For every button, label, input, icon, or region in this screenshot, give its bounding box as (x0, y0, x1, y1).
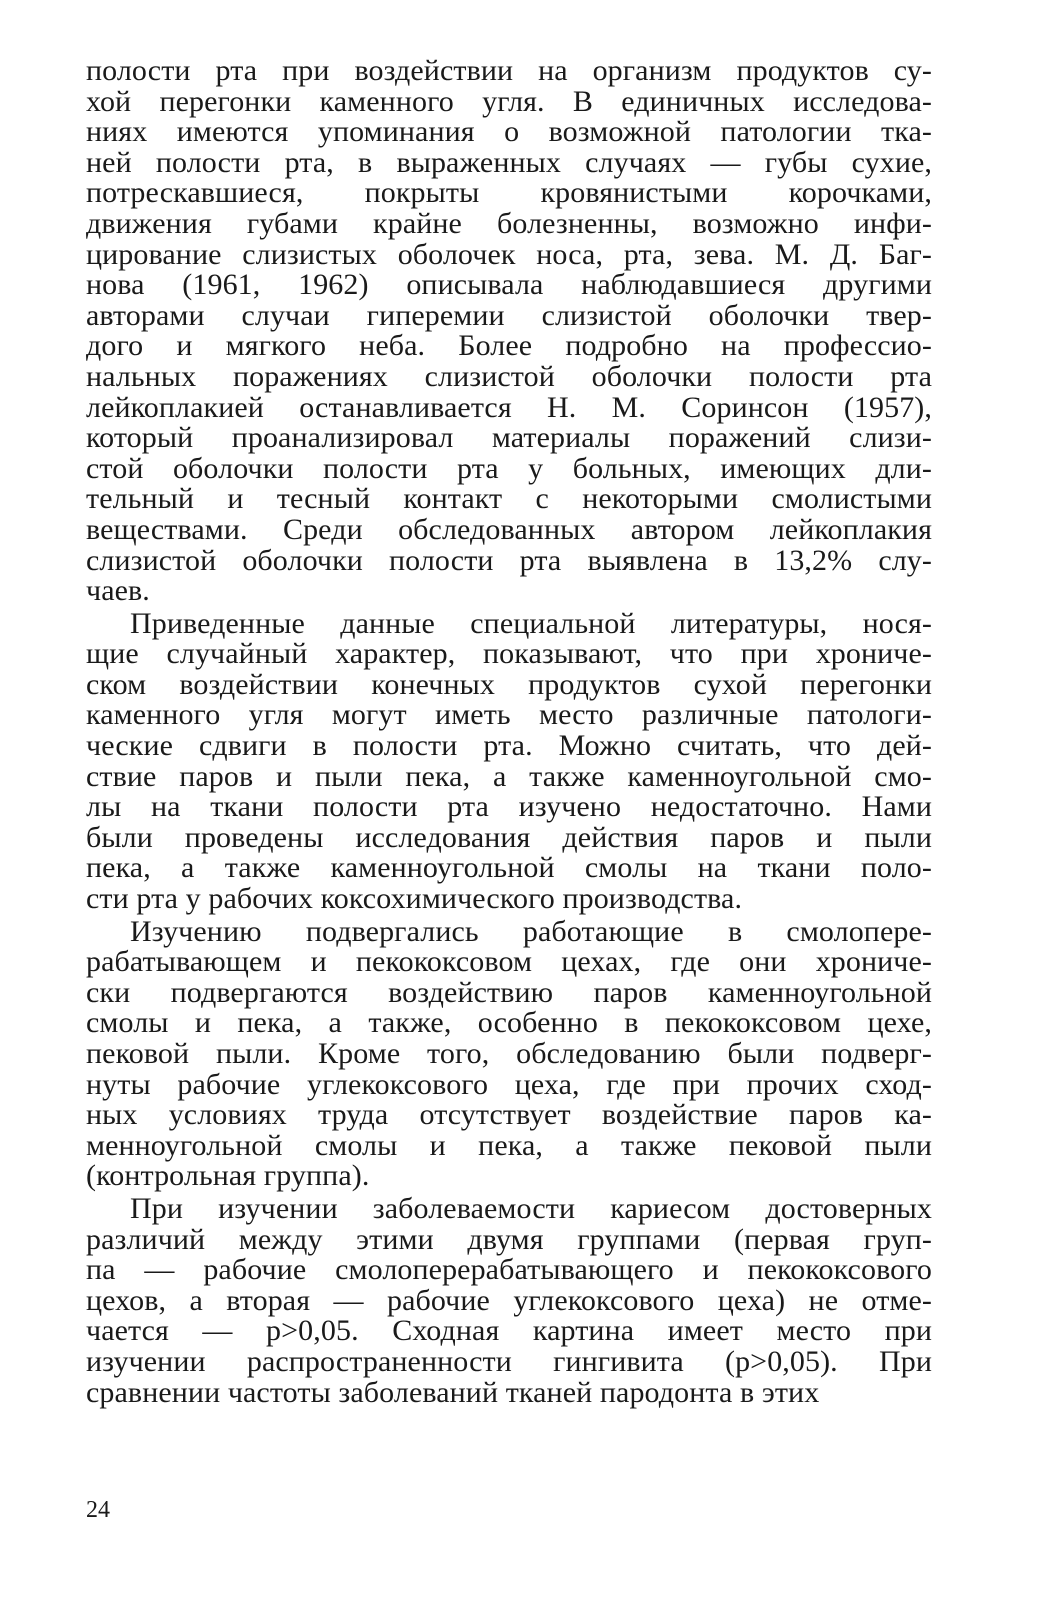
text-line: сравнении частоты заболеваний тканей пародонта в этих (86, 1375, 820, 1409)
text-line: При изучении заболеваемости кариесом достоверных (130, 1191, 932, 1225)
text-line: ческие сдвиги в полости рта. Можно считать, что дей- (86, 729, 932, 763)
text-line: Приведенные данные специальной литературы, нося- (130, 606, 932, 640)
text-line: стой оболочки полости рта у больных, имеющих дли- (86, 451, 932, 485)
text-line: веществами. Среди обследованных автором лейкоплакия (86, 512, 932, 546)
paragraph (86, 914, 932, 1193)
text-line: (контрольная группа). (86, 1159, 370, 1193)
text-line: потрескавшиеся, покрыты кровянистыми корочками, (86, 176, 932, 210)
text-line: каменного угля могут иметь место различные патологи- (86, 698, 932, 732)
text-line: были проведены исследования действия паров и пыли (86, 820, 932, 854)
text-line: ных условиях труда отсутствует воздействие паров ка- (86, 1098, 932, 1132)
paragraph (86, 56, 932, 607)
text-line: различий между этими двумя группами (первая груп- (86, 1222, 932, 1256)
text-line: ствие паров и пыли пека, а также каменноугольной смо- (86, 759, 932, 793)
text-line: щие случайный характер, показывают, что при хрониче- (86, 637, 932, 671)
text-line: лейкоплакией останавливается Н. М. Соринсон (1957), (86, 390, 932, 424)
text-line: хой перегонки каменного угля. В единичных исследова- (86, 84, 932, 118)
text-line: смолы и пека, а также, особенно в пекококсовом цехе, (86, 1006, 932, 1040)
text-line: полости рта при воздействии на организм продуктов су- (86, 54, 932, 87)
text-line: ниях имеются упоминания о возможной патологии тка- (86, 115, 932, 149)
text-line: менноугольной смолы и пека, а также пековой пыли (86, 1128, 932, 1162)
text-line: нуты рабочие углекоксового цеха, где при прочих сход- (86, 1067, 932, 1101)
text-line: ском воздействии конечных продуктов сухой перегонки (86, 667, 932, 701)
page-number: 24 (86, 1497, 110, 1523)
text-line: движения губами крайне болезненны, возможно инфи- (86, 206, 932, 240)
text-line: нова (1961, 1962) описывала наблюдавшиеся другими (86, 268, 932, 302)
text-line: сти рта у рабочих коксохимического производства. (86, 882, 743, 916)
text-line: нальных поражениях слизистой оболочки полости рта (86, 359, 932, 393)
text-line: цирование слизистых оболочек носа, рта, зева. М. Д. Баг- (86, 237, 932, 271)
text-line: тельный и тесный контакт с некоторыми смолистыми (86, 482, 932, 516)
paragraph (86, 606, 932, 916)
text-line: ски подвергаются воздействию паров каменноугольной (86, 975, 932, 1009)
text-line: авторами случаи гиперемии слизистой оболочки твер- (86, 298, 932, 332)
text-line: лы на ткани полости рта изучено недостаточно. Нами (86, 790, 932, 824)
text-line: изучении распространенности гингивита (p>0,05). При (86, 1344, 932, 1378)
text-line: ней полости рта, в выраженных случаях — губы сухие, (86, 145, 932, 179)
text-line: слизистой оболочки полости рта выявлена в 13,2% слу- (86, 543, 932, 577)
text-line: чается — p>0,05. Сходная картина имеет место при (86, 1314, 932, 1348)
paragraph (86, 1191, 932, 1409)
text-line: рабатывающем и пекококсовом цехах, где они хрониче- (86, 945, 932, 979)
text-line: цехов, а вторая — рабочие углекоксового цеха) не отме- (86, 1283, 932, 1317)
text-line: чаев. (86, 574, 150, 608)
text-line: пековой пыли. Кроме того, обследованию были подверг- (86, 1037, 932, 1070)
text-line: который проанализировал материалы поражений слизи- (86, 421, 932, 455)
text-line: дого и мягкого неба. Более подробно на профессио- (86, 329, 932, 363)
text-line: па — рабочие смолоперерабатывающего и пекококсового (86, 1253, 932, 1287)
body-text (86, 56, 932, 1408)
text-line: пека, а также каменноугольной смолы на ткани поло- (86, 851, 932, 885)
text-line: Изучению подвергались работающие в смолопере- (130, 914, 932, 948)
